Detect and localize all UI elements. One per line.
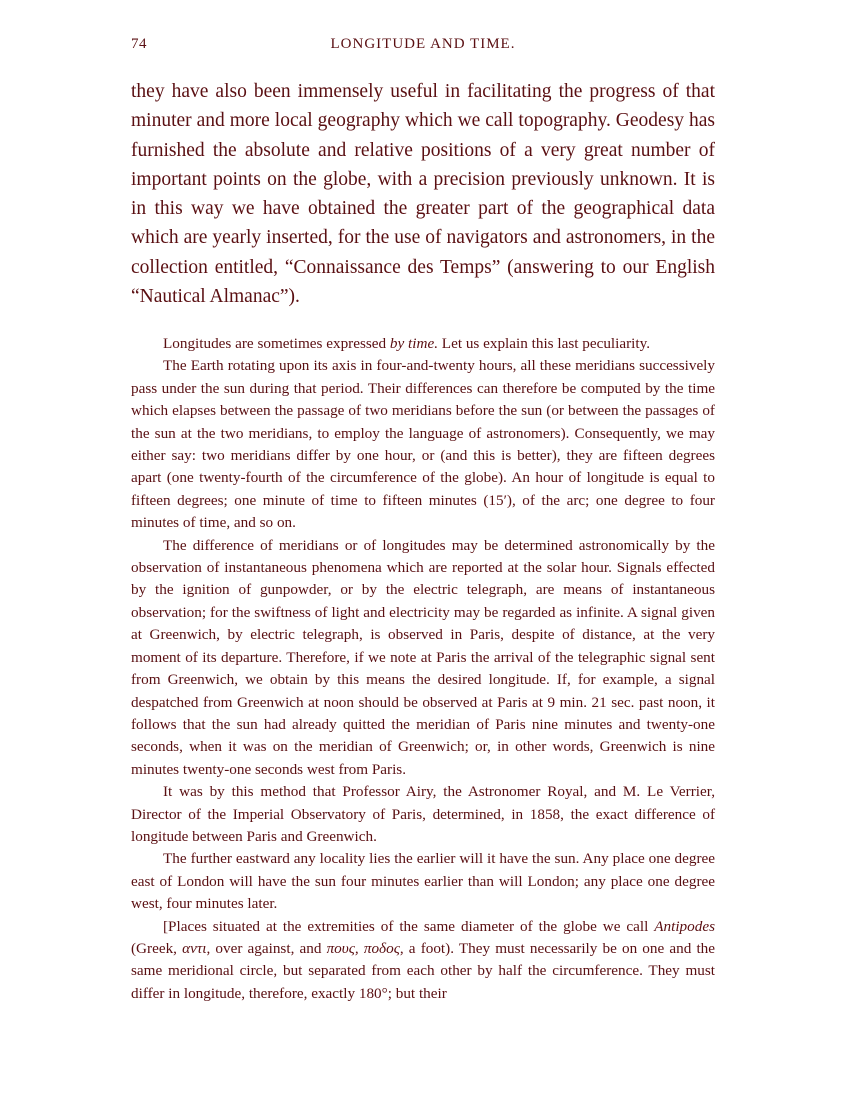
- paragraph-text: Let us explain this last peculiarity.: [438, 335, 651, 352]
- emphasis-text: by time.: [389, 335, 438, 352]
- greek-word: αντι: [182, 939, 207, 957]
- greek-word: πους, ποδος: [326, 939, 400, 957]
- running-head: LONGITUDE AND TIME.: [330, 36, 516, 52]
- paragraph-text: , a foot). They must necessarily be on one and the same meridional circle, but separated from each other by half the circumference. They must differ in longitude, therefore, exactly 180°; but their: [131, 939, 715, 1002]
- lead-paragraph-block: [131, 77, 715, 311]
- paragraph-longitudes-by-time: [131, 333, 715, 355]
- paragraph-text: Longitudes are sometimes expressed: [163, 335, 390, 352]
- body-text: [131, 333, 715, 1005]
- paragraph-earth-rotation: The Earth rotating upon its axis in four-and-twenty hours, all these meridians successively pass under the sun during that period. Their differences can therefore be computed by the time which elapses between the passage of two meridians before the sun (or between the passages of the sun at the two meridians, to employ the language of astronomers). Consequently, we may either say: two meridians differ by one hour, or (and this is better), they are fifteen degrees apart (one twenty-fourth of the circumference of the globe). An hour of longitude is equal to fifteen degrees; one minute of time to fifteen minutes (15′), of the arc; one degree to four minutes of time, and so on.: [131, 357, 715, 532]
- page-header: [131, 36, 715, 60]
- paragraph-text: [Places situated at the extremities of the same diameter of the globe we call: [163, 917, 655, 935]
- lead-paragraph: they have also been immensely useful in facilitating the progress of that minuter and more local geography which we call topography. Geodesy has furnished the absolute and relative positions of a very great number of important points on the globe, with a precision previously unknown. It is in this way we have obtained the greater part of the geographical data which are yearly inserted, for the use of navigators and astronomers, in the collection entitled, “Connaissance des Temps” (answering to our English “Nautical Almanac”).: [131, 81, 715, 308]
- emphasis-text: Antipodes: [654, 917, 715, 935]
- paragraph-text: , over against, and: [206, 939, 327, 957]
- page-number: 74: [131, 36, 147, 52]
- paragraph-airy-le-verrier: It was by this method that Professor Airy, the Astronomer Royal, and M. Le Verrier, Director of the Imperial Observatory of Paris, determined, in 1858, the exact difference of longitude between Paris and Greenwich.: [131, 783, 715, 845]
- paragraph-text: (Greek,: [131, 939, 183, 957]
- paragraph-antipodes: [131, 916, 715, 1006]
- paragraph-eastward: The further eastward any locality lies the earlier will it have the sun. Any place one degree east of London will have the sun four minutes earlier than will London; any place one degree west, four minutes later.: [131, 850, 715, 913]
- paragraph-difference-of-meridians: The difference of meridians or of longitudes may be determined astronomically by the observation of instantaneous phenomena which are reported at the solar hour. Signals effected by the ignition of gunpowder, or by the electric telegraph, are means of instantaneous observation; for the swiftness of light and electricity may be regarded as infinite. A signal given at Greenwich, by electric telegraph, is observed in Paris, despite of distance, at the very moment of its departure. Therefore, if we note at Paris the arrival of the telegraphic signal sent from Greenwich, we obtain by this means the desired longitude. If, for example, a signal despatched from Greenwich at noon should be observed at Paris at 9 min. 21 sec. past noon, it follows that the sun had already quitted the meridian of Paris nine minutes and twenty-one seconds, when it was on the meridian of Greenwich; or, in other words, Greenwich is nine minutes twenty-one seconds west from Paris.: [131, 536, 715, 778]
